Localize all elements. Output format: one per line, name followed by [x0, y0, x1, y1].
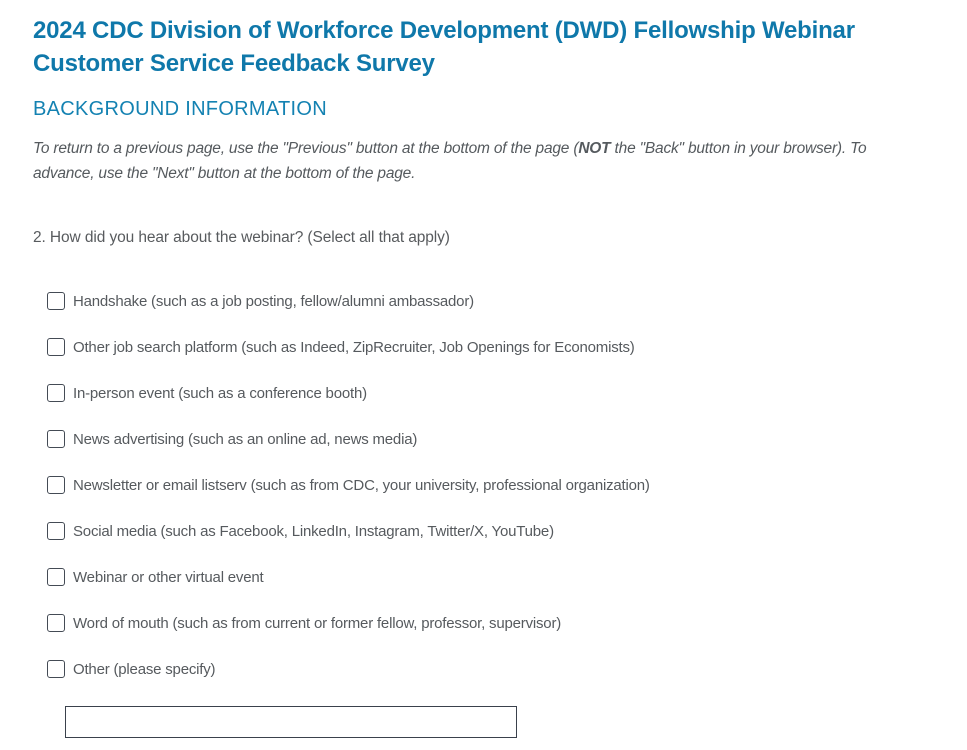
checkbox-other[interactable] [47, 660, 65, 678]
option-row-newsletter [47, 476, 934, 495]
page-title [33, 14, 934, 80]
option-row-in-person-event [47, 384, 934, 403]
option-label-other[interactable]: Other (please specify) [73, 661, 216, 678]
option-row-word-of-mouth [47, 614, 934, 633]
option-row-handshake [47, 292, 934, 311]
option-row-webinar [47, 568, 934, 587]
checkbox-social-media[interactable] [47, 522, 65, 540]
option-label-newsletter[interactable]: Newsletter or email listserv (such as from CDC, your university, professional organization) [73, 477, 650, 494]
checkbox-webinar[interactable] [47, 568, 65, 586]
checkbox-other-job-platform[interactable] [47, 338, 65, 356]
checkbox-word-of-mouth[interactable] [47, 614, 65, 632]
option-row-news-advertising [47, 430, 934, 449]
checkbox-handshake[interactable] [47, 292, 65, 310]
option-label-in-person-event[interactable]: In-person event (such as a conference booth) [73, 385, 367, 402]
option-label-other-job-platform[interactable]: Other job search platform (such as Indeed, ZipRecruiter, Job Openings for Economists) [73, 339, 635, 356]
checkbox-options-list [47, 292, 934, 738]
option-row-other-job-platform [47, 338, 934, 357]
instructions-bold-not: NOT [578, 140, 611, 157]
option-label-news-advertising[interactable]: News advertising (such as an online ad, news media) [73, 431, 418, 448]
option-label-word-of-mouth[interactable]: Word of mouth (such as from current or former fellow, professor, supervisor) [73, 615, 562, 632]
checkbox-in-person-event[interactable] [47, 384, 65, 402]
option-label-webinar[interactable]: Webinar or other virtual event [73, 569, 264, 586]
checkbox-news-advertising[interactable] [47, 430, 65, 448]
question-text: 2. How did you hear about the webinar? (Select all that apply) [33, 229, 450, 246]
option-row-other [47, 660, 934, 679]
instructions-paragraph [33, 137, 923, 186]
option-row-social-media [47, 522, 934, 541]
page-title-line1: 2024 CDC Division of Workforce Development (DWD) Fellowship Webinar [33, 17, 855, 44]
section-heading: BACKGROUND INFORMATION [33, 98, 328, 120]
other-specify-input[interactable] [65, 706, 517, 738]
other-specify-input-wrap [65, 706, 934, 738]
option-label-handshake[interactable]: Handshake (such as a job posting, fellow/alumni ambassador) [73, 293, 474, 310]
instructions-part1: To return to a previous page, use the "Previous" button at the bottom of the page ( [33, 140, 579, 157]
instructions-part2: the "Back" button in your browser). To advance, use the "Next" button at the bottom of the page. [33, 140, 867, 182]
page-title-line2: Customer Service Feedback Survey [33, 50, 435, 77]
checkbox-newsletter[interactable] [47, 476, 65, 494]
option-label-social-media[interactable]: Social media (such as Facebook, LinkedIn, Instagram, Twitter/X, YouTube) [73, 523, 554, 540]
